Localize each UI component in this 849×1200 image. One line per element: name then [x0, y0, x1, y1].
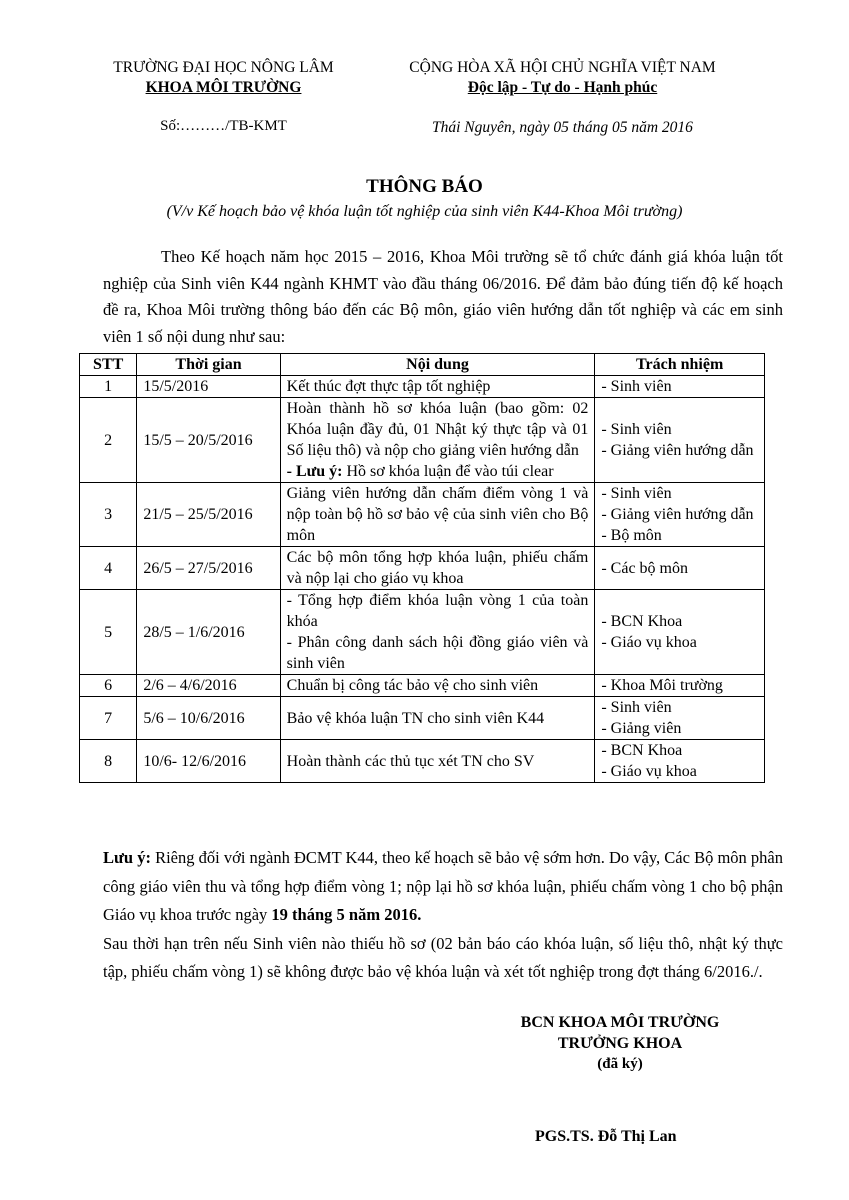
national-header: [380, 58, 745, 98]
row-content: Bảo vệ khóa luận TN cho sinh viên K44: [280, 697, 595, 740]
intro-paragraph: Theo Kế hoạch năm học 2015 – 2016, Khoa Môi trường sẽ tổ chức đánh giá khóa luận tốt nghiệp của Sinh viên K44 ngành KHMT vào đầu tháng 06/2016. Để đảm bảo đúng tiến độ kế hoạch đề ra, Khoa Môi trường thông báo đến các Bộ môn, giáo viên hướng dẫn tốt nghiệp và các em sinh viên 1 số nội dung như sau:: [103, 247, 783, 346]
responsibility-item: - Các bộ môn: [601, 559, 688, 577]
table-row: [80, 483, 765, 547]
note-consequence: Sau thời hạn trên nếu Sinh viên nào thiếu hồ sơ (02 bản báo cáo khóa luận, số liệu thô, nhật ký thực tập, phiếu chấm vòng 1) sẽ không được bảo vệ khóa luận và xét tốt nghiệp trong đợt tháng 6/2016./.: [103, 933, 783, 981]
row-time: 21/5 – 25/5/2016: [137, 483, 280, 547]
row-responsibility: [595, 376, 765, 398]
signature-position: TRƯỞNG KHOA: [557, 1035, 683, 1052]
schedule-table: [79, 353, 765, 783]
row-time: 5/6 – 10/6/2016: [137, 697, 280, 740]
row-content-note: [287, 461, 589, 482]
document-subtitle: (V/v Kế hoạch bảo vệ khóa luận tốt nghiệp của sinh viên K44-Khoa Môi trường): [166, 203, 683, 220]
row-time: 15/5 – 20/5/2016: [137, 398, 280, 483]
responsibility-item: - Khoa Môi trường: [601, 677, 723, 694]
row-stt: 1: [80, 376, 137, 398]
signature-unit: BCN KHOA MÔI TRƯỜNG: [520, 1014, 720, 1031]
responsibility-item: - Sinh viên: [601, 699, 672, 716]
row-content: Hoàn thành các thủ tục xét TN cho SV: [280, 740, 595, 783]
row-content: [280, 590, 595, 675]
row-stt: 2: [80, 398, 137, 483]
header-content: Nội dung: [280, 354, 595, 376]
row-content-text: - Phân công danh sách hội đồng giáo viên và sinh viên: [286, 634, 589, 672]
row-content: [280, 398, 595, 483]
row-responsibility: [595, 398, 765, 483]
responsibility-item: - Giáo vụ khoa: [601, 763, 697, 780]
responsibility-item: - Giảng viên: [601, 720, 682, 737]
responsibility-item: - Bộ môn: [601, 527, 662, 544]
responsibility-item: - Giảng viên hướng dẫn: [601, 442, 754, 459]
signature-status: (đã ký): [597, 1056, 643, 1072]
row-stt: 5: [80, 590, 137, 675]
responsibility-item: - BCN Khoa: [601, 613, 683, 630]
national-motto: Độc lập - Tự do - Hạnh phúc: [467, 79, 658, 96]
responsibility-item: - Sinh viên: [601, 421, 672, 438]
table-row: [80, 376, 765, 398]
header-responsibility: Trách nhiệm: [595, 354, 765, 376]
note-label: - Lưu ý:: [286, 463, 343, 480]
table-row: [80, 547, 765, 590]
document-title: THÔNG BÁO: [366, 176, 483, 197]
signer-name: PGS.TS. Đỗ Thị Lan: [535, 1128, 677, 1145]
row-time: 2/6 – 4/6/2016: [137, 675, 280, 697]
row-responsibility: [595, 483, 765, 547]
row-content: Chuẩn bị công tác bảo vệ cho sinh viên: [280, 675, 595, 697]
responsibility-item: - Giáo vụ khoa: [601, 634, 697, 651]
row-responsibility: [595, 740, 765, 783]
issuer-block: [96, 58, 351, 136]
table-row: [80, 740, 765, 783]
row-responsibility: [595, 590, 765, 675]
row-content: Kết thúc đợt thực tập tốt nghiệp: [280, 376, 595, 398]
row-time: 26/5 – 27/5/2016: [137, 547, 280, 590]
faculty-name: KHOA MÔI TRƯỜNG: [145, 79, 302, 96]
note-text: Riêng đối với ngành ĐCMT K44, theo kế hoạch sẽ bảo vệ sớm hơn. Do vậy, Các Bộ môn phân công giáo viên thu và tổng hợp điểm vòng 1; nộp lại hồ sơ khóa luận, phiếu chấm vòng 1 cho bộ phận Giáo vụ khoa trước ngày: [103, 848, 784, 924]
row-responsibility: [595, 547, 765, 590]
row-responsibility: [595, 675, 765, 697]
responsibility-item: - BCN Khoa: [601, 742, 683, 759]
row-stt: 6: [80, 675, 137, 697]
note-deadline: 19 tháng 5 năm 2016.: [271, 905, 422, 924]
table-header-row: [80, 354, 765, 376]
row-content-text: - Tổng hợp điểm khóa luận vòng 1 của toàn khóa: [286, 592, 589, 630]
header-stt: STT: [80, 354, 137, 376]
nation-title: CỘNG HÒA XÃ HỘI CHỦ NGHĨA VIỆT NAM: [409, 59, 716, 76]
row-time: 28/5 – 1/6/2016: [137, 590, 280, 675]
row-content-text: Hoàn thành hồ sơ khóa luận (bao gồm: 02 Khóa luận đầy đủ, 01 Nhật ký thực tập và 01 Số liệu thô) và nộp cho giảng viên hướng dẫn: [286, 400, 589, 459]
university-name: TRƯỜNG ĐẠI HỌC NÔNG LÂM: [113, 59, 334, 76]
row-stt: 7: [80, 697, 137, 740]
row-stt: 8: [80, 740, 137, 783]
row-responsibility: [595, 697, 765, 740]
row-time: 10/6- 12/6/2016: [137, 740, 280, 783]
issue-date: Thái Nguyên, ngày 05 tháng 05 năm 2016: [432, 119, 693, 136]
table-row: [80, 697, 765, 740]
table-row: [80, 398, 765, 483]
note-paragraph: [103, 844, 783, 987]
row-stt: 3: [80, 483, 137, 547]
table-row: [80, 590, 765, 675]
row-content: Giảng viên hướng dẫn chấm điểm vòng 1 và nộp toàn bộ hồ sơ bảo vệ của sinh viên cho Bộ môn: [280, 483, 595, 547]
note-text: Hồ sơ khóa luận để vào túi clear: [342, 463, 554, 480]
row-stt: 4: [80, 547, 137, 590]
signature-block: [500, 1012, 740, 1075]
table-row: [80, 675, 765, 697]
document-number: Số:………/TB-KMT: [160, 118, 287, 134]
responsibility-item: - Sinh viên: [601, 378, 672, 395]
responsibility-item: - Giảng viên hướng dẫn: [601, 506, 754, 523]
responsibility-item: - Sinh viên: [601, 485, 672, 502]
row-content: Các bộ môn tổng hợp khóa luận, phiếu chấm và nộp lại cho giáo vụ khoa: [280, 547, 595, 590]
header-time: Thời gian: [137, 354, 280, 376]
row-time: 15/5/2016: [137, 376, 280, 398]
note-label: Lưu ý:: [103, 848, 151, 867]
